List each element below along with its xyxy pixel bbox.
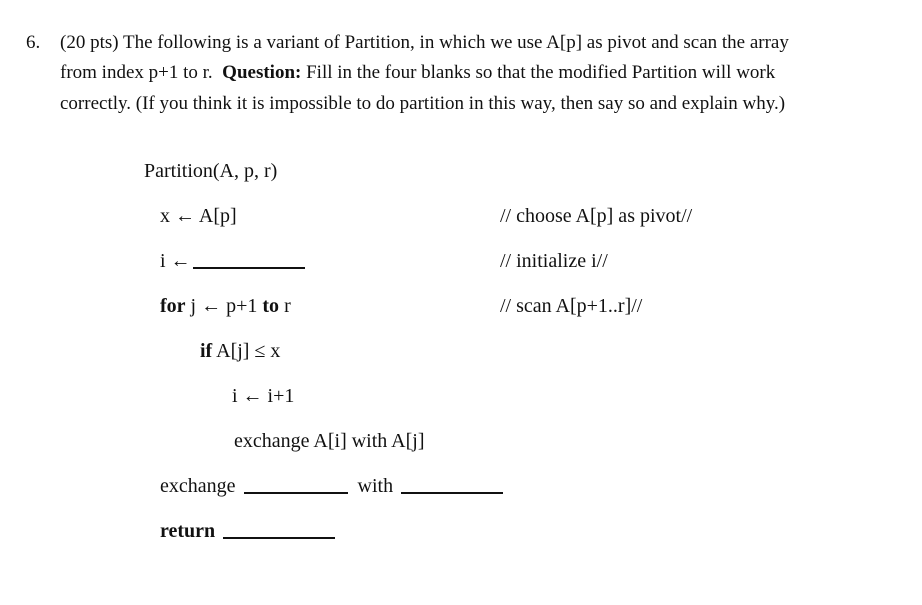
question-number: 6. [26, 32, 41, 53]
exchange-label: exchange [160, 475, 236, 497]
blank-4[interactable] [223, 536, 335, 539]
exchange-inner-line: exchange A[i] with A[j] [234, 430, 425, 452]
return-keyword: return [160, 520, 216, 542]
for-loop-line [160, 295, 291, 318]
question-line-2-start: from index p+1 to r. [60, 62, 213, 83]
init-i-comment: // initialize i// [500, 250, 608, 272]
question-line-3: correctly. (If you think it is impossible to do partition in this way, then say so and explain why.) [60, 93, 786, 114]
blank-2[interactable] [244, 491, 348, 494]
scan-comment: // scan A[p+1..r]// [500, 295, 643, 317]
blank-1[interactable] [193, 266, 305, 269]
increment-line: i ← i+1 [232, 385, 295, 407]
question-line-2 [60, 62, 775, 84]
for-range-start: j ← p+1 [190, 295, 258, 317]
to-keyword: to [262, 295, 280, 317]
pivot-comment: // choose A[p] as pivot// [500, 205, 693, 227]
with-label: with [357, 475, 394, 497]
blank-3[interactable] [401, 491, 503, 494]
if-condition: A[j] ≤ x [216, 340, 281, 362]
exchange-outer-line [160, 475, 503, 498]
partition-header: Partition(A, p, r) [144, 160, 278, 182]
if-keyword: if [200, 340, 213, 362]
question-line-2-end: Fill in the four blanks so that the modified Partition will work [306, 62, 776, 83]
question-label: Question: [222, 62, 302, 83]
for-keyword: for [160, 295, 186, 317]
for-range-end: r [284, 295, 291, 317]
init-i-label: i ← [160, 250, 191, 272]
question-line-1: (20 pts) The following is a variant of Partition, in which we use A[p] as pivot and scan the array [60, 32, 789, 53]
init-i-line [160, 250, 305, 273]
pivot-assignment: x ← A[p] [160, 205, 237, 227]
return-line [160, 520, 335, 543]
if-line [200, 340, 280, 363]
